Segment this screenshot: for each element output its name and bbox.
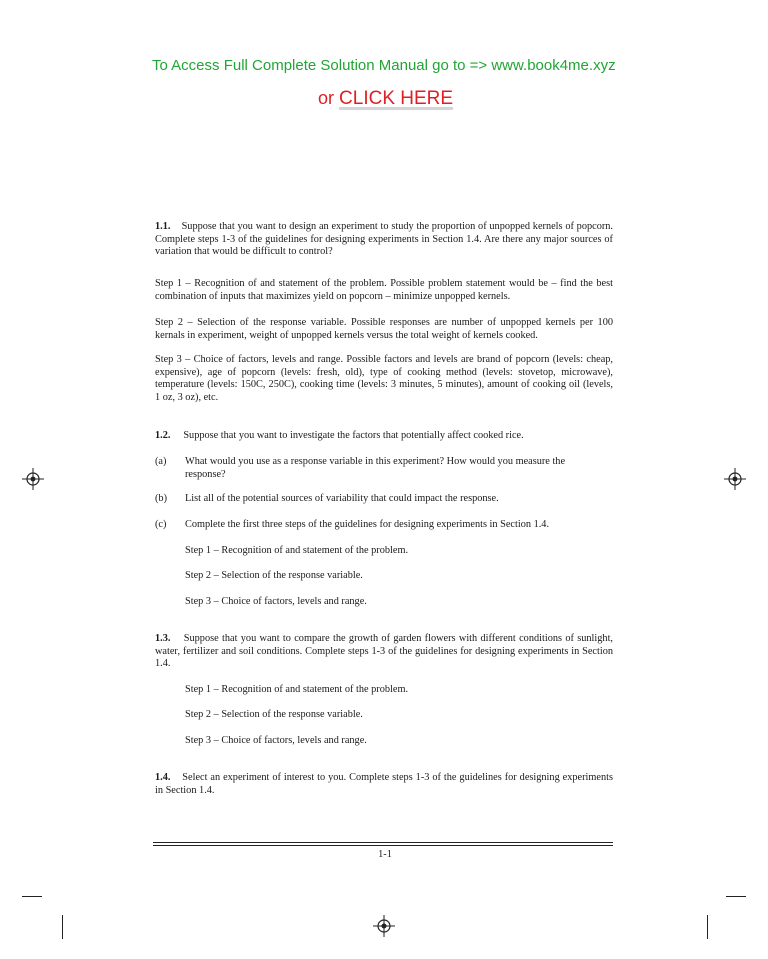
problem-1-2-step-1: Step 1 – Recognition of and statement of the problem. — [185, 545, 409, 556]
problem-text: Select an experiment of interest to you. Complete steps 1-3 of the guidelines for designing experiments in Section 1.4. — [155, 772, 613, 796]
item-text: Complete the first three steps of the guidelines for designing experiments in Section 1.4. — [185, 519, 550, 530]
solution-manual-link[interactable]: To Access Full Complete Solution Manual go to => www.book4me.xyz — [152, 57, 616, 74]
click-here-line — [318, 88, 453, 110]
problem-1-3-step-2: Step 2 – Selection of the response variable. — [185, 709, 363, 720]
problem-1-1-question — [155, 221, 613, 259]
problem-number: 1.2. — [155, 430, 171, 441]
problem-1-3-question — [155, 633, 613, 671]
problem-1-2-step-3: Step 3 – Choice of factors, levels and range. — [185, 596, 367, 607]
problem-1-2-question — [155, 430, 613, 443]
footer-rule — [153, 842, 613, 843]
item-text: List all of the potential sources of variability that could impact the response. — [185, 493, 499, 504]
problem-number: 1.3. — [155, 633, 171, 644]
click-here-link[interactable]: CLICK HERE — [339, 88, 454, 109]
item-text: What would you use as a response variable in this experiment? How would you measure the response? — [185, 456, 566, 480]
item-label: (c) — [155, 519, 167, 530]
problem-1-1-step-3: Step 3 – Choice of factors, levels and range. Possible factors and levels are brand of popcorn (levels: cheap, expensive), age of popcorn (levels: fresh, old), type of cooking method (levels: stovetop, microwave), temperature (levels: 150C, 250C), cooking time (levels: 3 minutes, 5 minutes), amount of cooking oil (levels, 1 oz, 3 oz), etc. — [155, 354, 613, 403]
problem-1-3-step-3: Step 3 – Choice of factors, levels and range. — [185, 735, 367, 746]
item-label: (a) — [155, 456, 167, 467]
problem-text: Suppose that you want to design an experiment to study the proportion of unpopped kernels of popcorn. Complete steps 1-3 of the guidelines for designing experiments in Section 1.4. Are there any major sources of variation that would be difficult to control? — [155, 221, 613, 258]
problem-number: 1.4. — [155, 772, 171, 783]
crop-mark — [62, 915, 63, 939]
registration-mark-icon — [373, 915, 395, 937]
footer-rule — [153, 845, 613, 846]
page-number: 1-1 — [378, 849, 392, 860]
problem-1-2-step-2: Step 2 – Selection of the response variable. — [185, 570, 363, 581]
crop-mark — [726, 896, 746, 897]
or-text: or — [318, 88, 335, 108]
problem-1-1-step-1: Step 1 – Recognition of and statement of the problem. Possible problem statement would be – find the best combination of inputs that maximizes yield on popcorn – minimize unpopped kernels. — [155, 278, 613, 302]
problem-1-1-step-2: Step 2 – Selection of the response variable. Possible responses are number of unpopped kernels per 100 kernals in experiment, weight of unpopped kernels versus the total weight of kernels cooked. — [155, 317, 613, 341]
problem-1-4-question — [155, 772, 613, 797]
problem-text: Suppose that you want to investigate the factors that potentially affect cooked rice. — [183, 430, 524, 441]
problem-text: Suppose that you want to compare the growth of garden flowers with different conditions of sunlight, water, fertilizer and soil conditions. Complete steps 1-3 of the guidelines for designing experiments in Section 1.4. — [155, 633, 613, 670]
item-label: (b) — [155, 493, 168, 504]
crop-mark — [22, 896, 42, 897]
registration-mark-icon — [724, 468, 746, 490]
registration-mark-icon — [22, 468, 44, 490]
problem-number: 1.1. — [155, 221, 171, 232]
crop-mark — [707, 915, 708, 939]
problem-1-3-step-1: Step 1 – Recognition of and statement of the problem. — [185, 684, 409, 695]
